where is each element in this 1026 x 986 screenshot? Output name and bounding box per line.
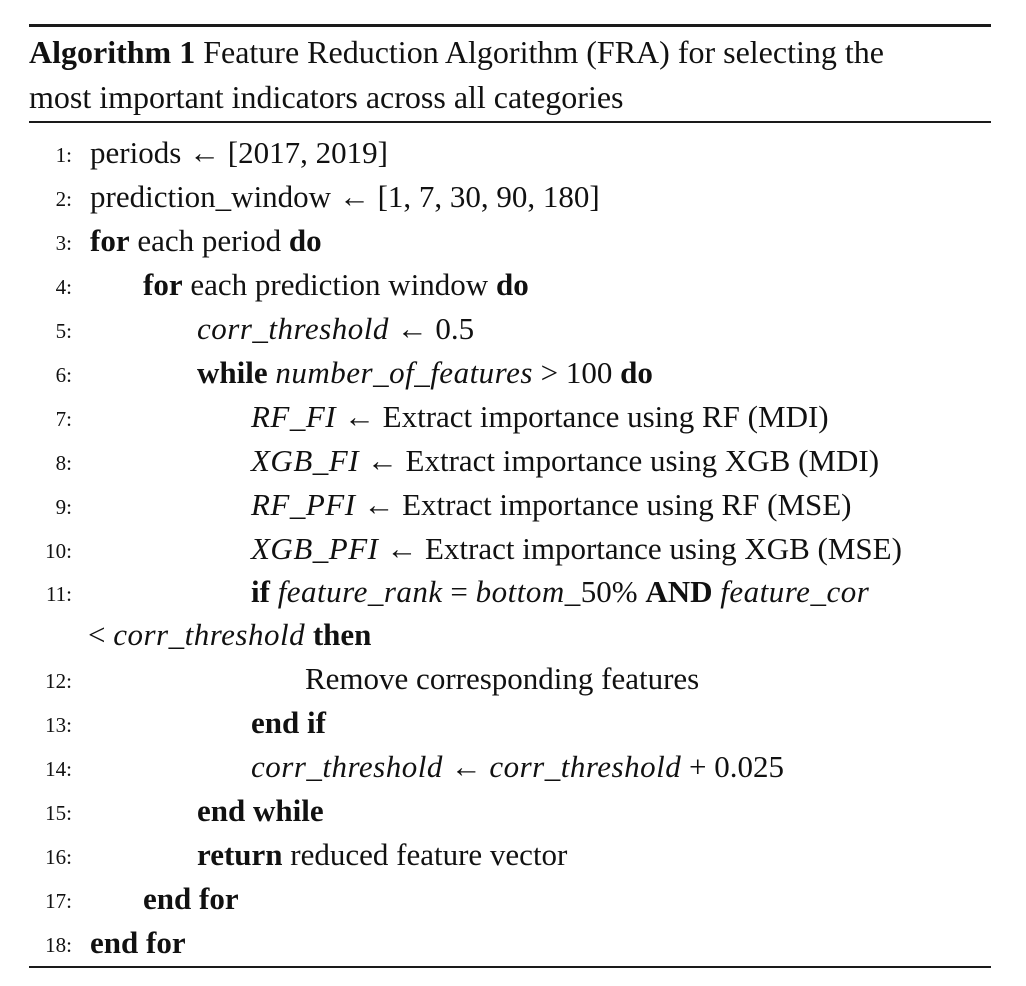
variable-name: corr_threshold [251, 749, 443, 784]
line-code [251, 701, 326, 745]
line-code [251, 745, 784, 789]
keyword-if: if [251, 574, 270, 609]
code-text: each period [129, 223, 289, 258]
line-number: 2: [55, 187, 72, 211]
algo-line-continuation [29, 613, 991, 657]
algo-line [29, 789, 991, 833]
code-text: = [442, 574, 476, 609]
line-number: 16: [45, 845, 72, 869]
algo-line [29, 527, 991, 571]
keyword-do: do [495, 267, 529, 302]
algo-line [29, 745, 991, 789]
caption-rule [29, 121, 991, 123]
algo-line [29, 351, 991, 395]
code-text: + 0.025 [681, 749, 784, 784]
code-text: each prediction window [182, 267, 496, 302]
line-number: 10: [45, 539, 72, 563]
code-text: reduced feature vector [282, 837, 568, 872]
algo-line [29, 921, 991, 965]
line-code [197, 833, 567, 877]
top-rule [29, 24, 991, 27]
algo-line [29, 219, 991, 263]
code-text: < [88, 617, 114, 652]
variable-name: corr_threshold [113, 617, 306, 652]
keyword-for: for [90, 223, 130, 258]
line-code [90, 219, 322, 263]
variable-name: number_of_features [275, 355, 533, 390]
line-code [251, 483, 852, 527]
code-text: ← Extract importance using XGB (MSE) [378, 531, 902, 566]
algo-line [29, 877, 991, 921]
line-code [90, 175, 600, 219]
line-number: 5: [55, 319, 72, 343]
algo-line [29, 263, 991, 307]
code-text: > 100 [532, 355, 621, 390]
line-number: 4: [55, 275, 72, 299]
keyword-and: AND [645, 574, 713, 609]
variable-name: XGB_PFI [251, 531, 379, 566]
line-code [197, 789, 324, 833]
algo-line [29, 701, 991, 745]
line-code [251, 527, 902, 571]
keyword-then: then [312, 617, 372, 652]
line-number: 8: [55, 451, 72, 475]
line-number: 15: [45, 801, 72, 825]
line-number: 3: [55, 231, 72, 255]
line-number: 1: [55, 143, 72, 167]
code-text: ← Extract importance using RF (MSE) [355, 487, 852, 522]
code-text: ← 0.5 [388, 311, 475, 346]
code-text: ← Extract importance using RF (MDI) [336, 399, 829, 434]
keyword-end-for: end for [143, 881, 239, 916]
bottom-rule [29, 966, 991, 968]
line-number: 18: [45, 933, 72, 957]
caption-title: Feature Reduction Algorithm (FRA) for selecting the [203, 34, 884, 70]
variable-name: RF_FI [251, 399, 337, 434]
keyword-for: for [143, 267, 183, 302]
variable-name: corr_threshold [197, 311, 389, 346]
line-code [143, 263, 529, 307]
algorithm-label: Algorithm 1 [29, 34, 196, 70]
line-number: 14: [45, 757, 72, 781]
line-number: 11: [45, 582, 72, 606]
keyword-while: while [197, 355, 268, 390]
variable-name: RF_PFI [251, 487, 356, 522]
keyword-return: return [197, 837, 283, 872]
keyword-end-if: end if [251, 705, 326, 740]
variable-name: XGB_FI [251, 443, 360, 478]
algo-line [29, 307, 991, 351]
line-number: 6: [55, 363, 72, 387]
algo-line [29, 131, 991, 175]
line-code [88, 613, 371, 657]
keyword-do: do [620, 355, 653, 390]
code-text: prediction_window ← [1, 7, 30, 90, 180] [90, 179, 600, 214]
variable-name: corr_threshold [489, 749, 682, 784]
keyword-end-while: end while [197, 793, 324, 828]
line-code [197, 307, 474, 351]
code-text: ← [442, 749, 490, 784]
line-number: 13: [45, 713, 72, 737]
algo-line [29, 833, 991, 877]
caption-line-2: most important indicators across all categories [29, 79, 624, 115]
code-text: ← Extract importance using XGB (MDI) [359, 443, 880, 478]
keyword-do: do [288, 223, 322, 258]
caption-line-1 [29, 30, 991, 75]
code-text: 50% [580, 574, 646, 609]
line-code [197, 351, 653, 395]
code-text [305, 617, 313, 652]
line-number: 9: [55, 495, 72, 519]
line-code [90, 131, 388, 175]
line-code [90, 921, 186, 965]
variable-name: bottom_ [475, 574, 581, 609]
line-code [251, 570, 869, 614]
algo-line [29, 395, 991, 439]
variable-name: feature_cor [720, 574, 870, 609]
line-number: 7: [55, 407, 72, 431]
code-text: Remove corresponding features [305, 661, 700, 696]
code-text [270, 574, 278, 609]
algo-line [29, 657, 991, 701]
line-code [143, 877, 239, 921]
variable-name: feature_rank [277, 574, 443, 609]
code-text: periods ← [2017, 2019] [90, 135, 388, 170]
line-code [251, 395, 829, 439]
algo-line [29, 570, 991, 614]
algo-line [29, 439, 991, 483]
line-number: 17: [45, 889, 72, 913]
line-code [251, 439, 879, 483]
algo-line [29, 483, 991, 527]
line-code [305, 657, 699, 701]
algo-line [29, 175, 991, 219]
keyword-end-for: end for [90, 925, 186, 960]
line-number: 12: [45, 669, 72, 693]
algorithm-caption [29, 30, 991, 120]
